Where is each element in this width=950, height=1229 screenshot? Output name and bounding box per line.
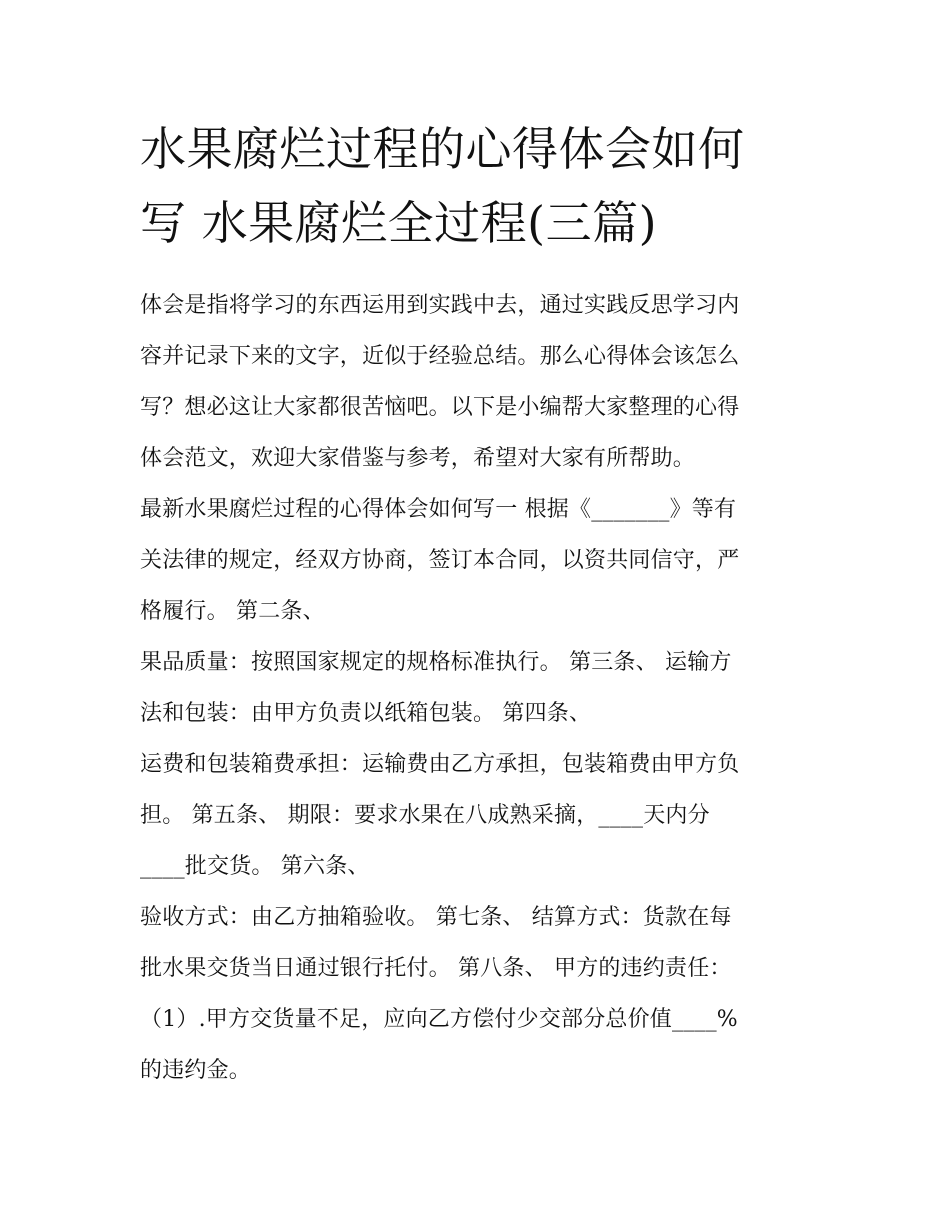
document-body [140,280,820,1096]
body-line: 验收方式：由乙方抽箱验收。 第七条、 结算方式：货款在每 [140,905,732,930]
body-line: 运费和包装箱费承担：运输费由乙方承担，包装箱费由甲方负 [140,752,740,777]
body-line: ____批交货。 第六条、 [140,854,370,879]
body-line: 法和包装：由甲方负责以纸箱包装。 第四条、 [140,701,592,726]
body-line: 最新水果腐烂过程的心得体会如何写一 根据《_______》等有 [140,497,737,522]
body-line: 果品质量：按照国家规定的规格标准执行。 第三条、 运输方 [140,650,732,675]
body-line: 批水果交货当日通过银行托付。 第八条、 甲方的违约责任： [140,956,732,981]
body-line: 体会是指将学习的东西运用到实践中去，通过实践反思学习内 [140,293,740,318]
title-line-1: 水果腐烂过程的心得体会如何 [140,122,745,176]
document-title [140,112,820,260]
body-line: （1）.甲方交货量不足，应向乙方偿付少交部分总价值____% [140,1007,738,1032]
body-line: 关法律的规定，经双方协商，签订本合同，以资共同信守，严 [140,548,740,573]
body-line: 容并记录下来的文字，近似于经验总结。那么心得体会该怎么 [140,344,740,369]
title-line-2: 写 水果腐烂全过程(三篇) [140,196,658,250]
body-line: 担。 第五条、 期限：要求水果在八成熟采摘，____天内分 [140,803,710,828]
body-line: 格履行。 第二条、 [140,599,325,624]
body-line: 体会范文，欢迎大家借鉴与参考，希望对大家有所帮助。 [140,446,696,471]
body-line: 写？想必这让大家都很苦恼吧。以下是小编帮大家整理的心得 [140,395,740,420]
body-line: 的违约金。 [140,1058,252,1083]
